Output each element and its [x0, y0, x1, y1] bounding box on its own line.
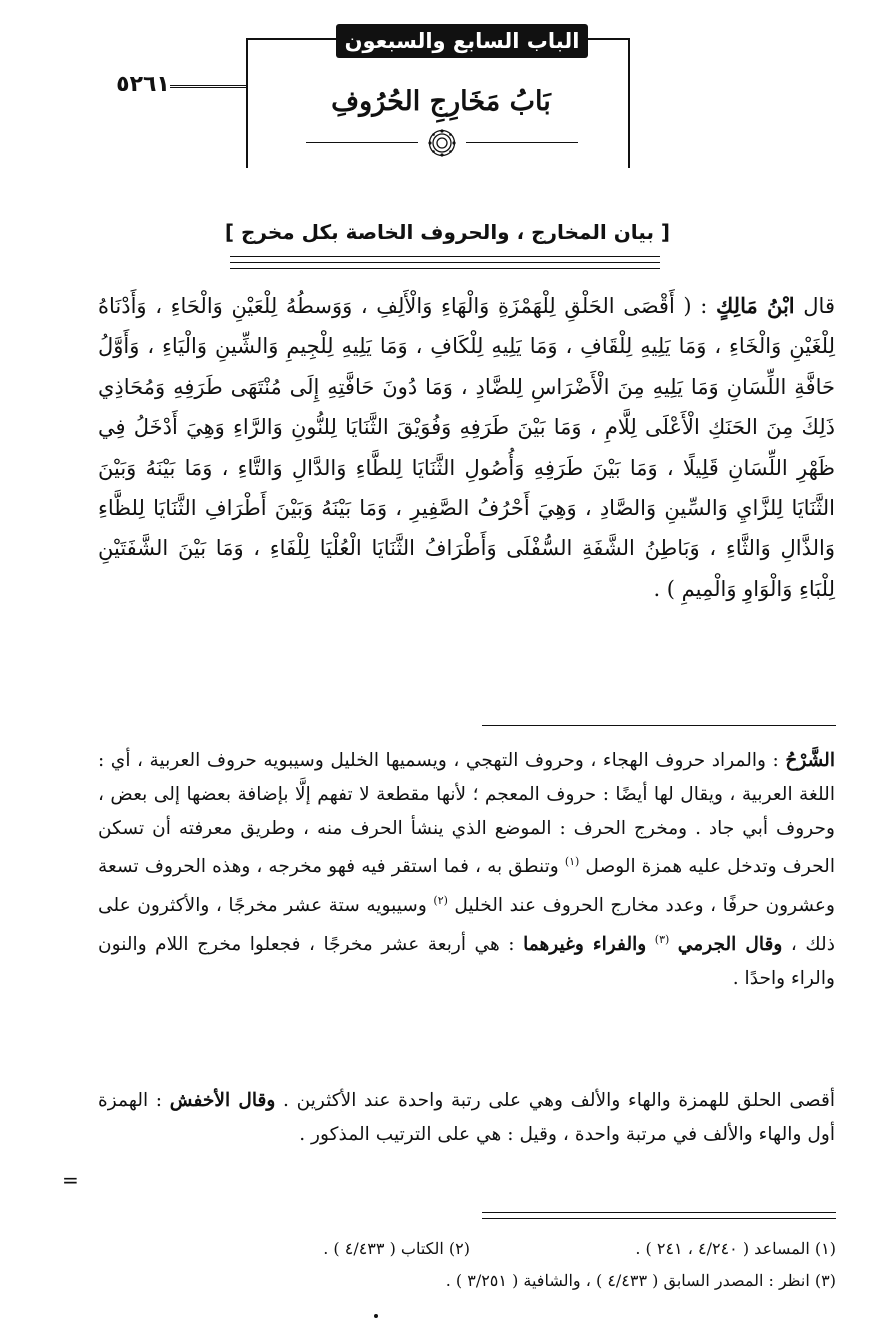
heading-rule [230, 262, 660, 263]
sharh-text: وسيبويه ستة عشر مخرجًا ، والأكثرون على ذلك ، [98, 895, 835, 956]
separator-rule [482, 725, 836, 726]
page-number: ٥٢٦١ [116, 72, 170, 97]
footnote-rule [482, 1212, 836, 1213]
heading-rule [230, 268, 660, 269]
matn-author: ابْنُ مَالِكٍ [715, 293, 795, 318]
farra-name: والفراء وغيرهما [523, 934, 647, 956]
sharh-text: : والمراد حروف الهجاء ، وحروف التهجي ، ويسميها الخليل وسيبويه حروف العربية ، أي : اللغة العربية ، ويقال لها أيضًا : حروف المعجم ؛ لأنها مقطعة لا تفهم إلَّا بإضافة بعضها إلى بعض ، وحروف أبي جاد . ومخرج الحرف : الموضع الذي ينشأ الحرف منه ، وطريق معرفته أن تسكن الحرف وتدخل عليه همزة الوصل [98, 750, 835, 878]
footnote-rule [482, 1218, 836, 1219]
sub-heading: [ بيان المخارج ، والحروف الخاصة بكل مخرج ] [224, 220, 671, 244]
page-dot [374, 1314, 378, 1318]
paragraph-text: أقصى الحلق للهمزة والهاء والألف وهي على رتبة واحدة عند الأكثرين . [283, 1090, 836, 1111]
footnote-ref: (٢) [433, 894, 448, 908]
edge-mark: = [62, 1168, 79, 1192]
section-title: بَابُ مَخَارِجِ الحُرُوفِ [331, 86, 551, 117]
ornament-line-right [466, 142, 578, 143]
footnote-ref: (١) [564, 855, 580, 869]
ornament-line-left [306, 142, 418, 143]
chapter-banner: الباب السابع والسبعون [336, 24, 588, 58]
sharh-text: : هي أربعة عشر مخرجًا ، فجعلوا مخرج اللام والنون والراء واحدًا . [98, 934, 835, 990]
sharh-text: وتنطق به ، فما استقر فيه فهو مخرجه ، وهذه الحروف تسعة وعشرون حرفًا ، وعدد مخارج الحروف عند الخليل [98, 856, 836, 917]
footnote-1: (١) المساعد ( ٤/٢٤٠ ، ٢٤١ ) . [635, 1239, 836, 1258]
akhfash-name: وقال الأخفش [169, 1090, 276, 1111]
sharh-label: الشَّرْحُ [785, 750, 835, 771]
footnote-ref: (٣) [654, 933, 670, 947]
heading-rule [230, 256, 660, 257]
sharh-paragraph [98, 744, 835, 996]
matn-text [98, 286, 835, 609]
jarmi-name: وقال الجرمي [677, 934, 783, 956]
ornament-icon [423, 128, 461, 158]
matn-intro: قال [803, 294, 835, 318]
matn-body: : ( أَقْصَى الحَلْقِ لِلْهَمْزَةِ وَالْهَاءِ وَالْأَلِفِ ، وَوَسطُهُ لِلْعَيْنِ وَالْحَاءِ ، وَأَدْنَاهُ لِلْغَيْنِ وَالْخَاءِ ، وَمَا يَلِيهِ لِلْقَافِ ، وَمَا يَلِيهِ لِلْكَافِ ، وَمَا يَلِيهِ لِلْجِيمِ وَالشِّينِ وَالْيَاءِ ، وَأَوَّلُ حَافَّةِ اللِّسَانِ وَمَا يَلِيهِ مِنَ الْأَضْرَاسِ لِلضَّادِ ، وَمَا دُونَ حَافَّتِهِ إِلَى مُنْتَهَى طَرَفِهِ وَمُحَاذِي ذَلِكَ مِنَ الحَنَكِ الْأَعْلَى لِلَّامِ ، وَمَا بَيْنَ طَرَفِهِ وَفُوَيْقَ الثَّنَايَا لِلنُّونِ وَالرَّاءِ وَهِيَ أَدْخَلُ فِي ظَهْرِ اللِّسَانِ قَلِيلًا ، وَمَا بَيْنَ طَرَفِهِ وَأُصُولِ الثَّنَايَا لِلطَّاءِ وَالدَّالِ وَالتَّاءِ ، وَمَا بَيْنَهُ وَبَيْنَ الثَّنَايَا لِلزَّايِ وَالسِّينِ وَالصَّادِ ، وَهِيَ أَحْرُفُ الصَّفِيرِ ، وَمَا بَيْنَهُ وَبَيْنَ أَطْرَافِ الثَّنَايَا لِلظَّاءِ وَالذَّالِ وَالثَّاءِ ، وَبَاطِنُ الشَّفَةِ السُّفْلَى وَأَطْرَافُ الثَّنَايَا الْعُلْيَا لِلْفَاءِ ، وَمَا بَيْنَ الشَّفَتَيْنِ لِلْبَاءِ وَالْوَاوِ وَالْمِيمِ ) . [98, 294, 835, 601]
second-paragraph [98, 1084, 835, 1152]
footnote-2: (٢) الكتاب ( ٤/٤٣٣ ) . [323, 1239, 470, 1258]
paragraph-text: : الهمزة أول والهاء والألف في مرتبة واحدة ، وقيل : هي على الترتيب المذكور . [98, 1090, 835, 1145]
page-number-rule [170, 85, 248, 88]
footnote-3: (٣) انظر : المصدر السابق ( ٤/٤٣٣ ) ، والشافية ( ٣/٢٥١ ) . [445, 1271, 836, 1290]
